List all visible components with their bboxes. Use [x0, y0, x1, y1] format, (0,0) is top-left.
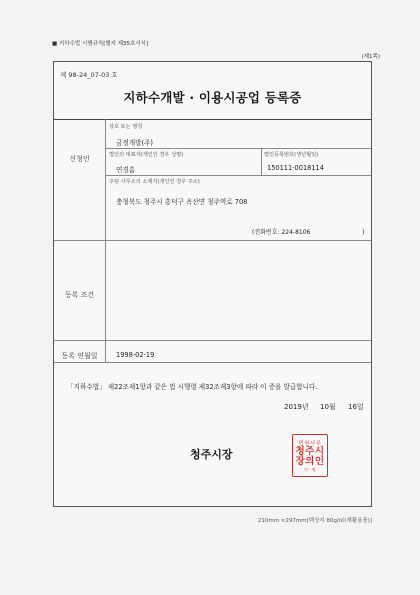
corp-reg-label: 법인등록번호(생년월일) — [264, 152, 319, 158]
phone-prefix: (전화번호: — [252, 229, 280, 236]
official-seal-stamp — [292, 434, 328, 477]
page-number-mark: (제1쪽) — [361, 54, 380, 60]
issuer-name: 청주시장 — [190, 448, 233, 461]
corp-reg-column-divider — [261, 148, 262, 175]
registration-date-value: 1998-02-19 — [116, 351, 155, 359]
conditions-section-label: 등록 조건 — [64, 291, 95, 299]
phone-suffix: ) — [362, 229, 365, 236]
certification-statement: 「지하수법」 제22조제1항과 같은 법 시행령 제32조제3항에 따라 이 증을 발급합니다. — [67, 383, 318, 391]
issue-year: 2019년 — [284, 403, 309, 411]
address-value: 충청북도 청주시 흥덕구 옥산면 청주역로 708 — [116, 198, 248, 206]
document-number: 제 98-24_07-03 호 — [60, 71, 118, 79]
table-top-border — [54, 119, 371, 120]
divider-registration-date — [54, 362, 371, 363]
phone-value: 224-8106 — [281, 229, 311, 236]
divider-applicant-section — [54, 240, 371, 241]
stamp-bottom-text: 인 · 영 — [304, 466, 316, 472]
corp-reg-value: 150111-0018114 — [267, 164, 324, 172]
divider-representative-row — [105, 175, 371, 176]
company-name-label: 상호 또는 명칭 — [109, 124, 143, 130]
representative-label: 법인의 대표자(개인인 경우 성명) — [109, 152, 184, 158]
issue-day: 16일 — [348, 403, 364, 411]
registration-certificate-form — [53, 61, 372, 507]
stamp-line-2: 장의인 — [295, 455, 325, 467]
stamp-line-1: 청주시 — [295, 445, 325, 457]
stamp-top-text: 민원사무 — [298, 440, 322, 447]
phone-line — [252, 227, 365, 236]
registration-date-label: 등록 연월일 — [61, 352, 98, 360]
divider-conditions-section — [54, 340, 371, 341]
address-label: 주된 사무소의 소재지(개인인 경우 주소) — [109, 179, 200, 185]
representative-value: 연경흠 — [116, 166, 136, 174]
label-column-divider — [105, 119, 106, 362]
company-name-value: 금정개발(주) — [116, 139, 153, 147]
document-title: 지하수개발 · 이용시공업 등록증 — [123, 90, 302, 105]
divider-company-row — [105, 148, 371, 149]
form-reference-note: ■ 지하수법 시행규칙[별지 제35호서식] — [52, 41, 149, 47]
issue-month: 10월 — [320, 403, 336, 411]
applicant-section-label: 신청인 — [69, 155, 90, 163]
paper-size-note: 210mm ×297mm[백상지 80g/㎡(재활용품)] — [257, 518, 372, 524]
